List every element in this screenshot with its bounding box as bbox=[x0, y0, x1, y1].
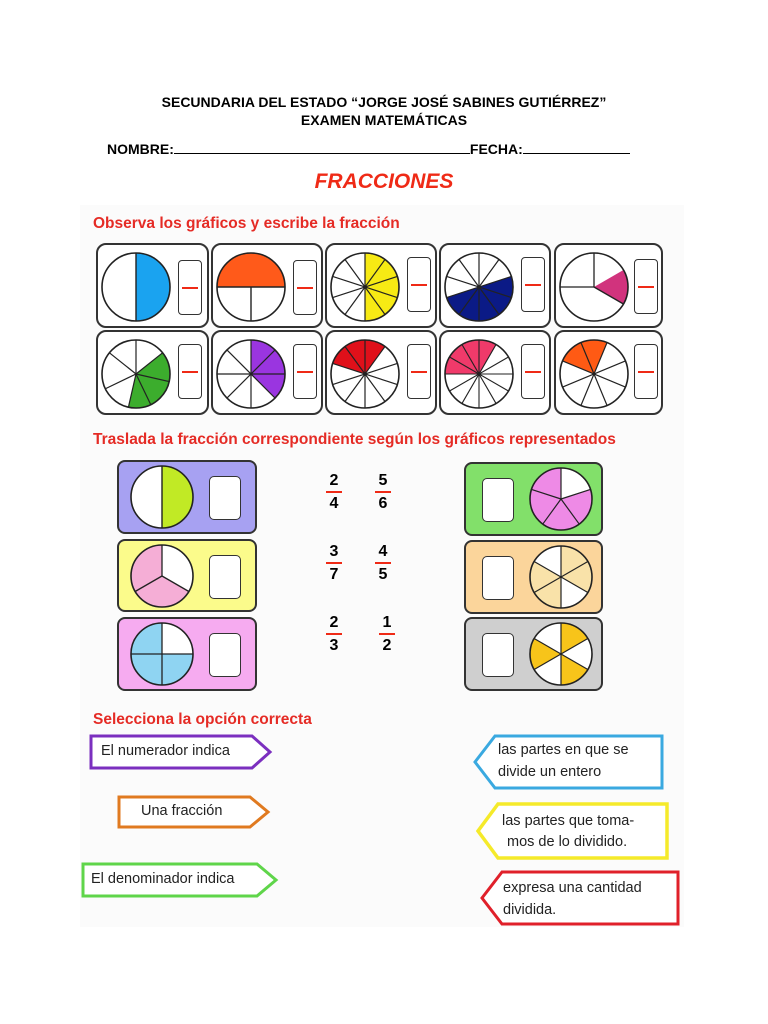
fraction-pie bbox=[443, 251, 515, 323]
exercise-cell bbox=[211, 330, 323, 415]
answer-slot[interactable] bbox=[209, 476, 241, 520]
date-field[interactable] bbox=[523, 141, 630, 154]
tag-partes-divide-line2: divide un entero bbox=[498, 764, 602, 780]
answer-slot[interactable] bbox=[482, 478, 514, 522]
answer-slot[interactable] bbox=[482, 633, 514, 677]
numerator: 1 bbox=[382, 614, 392, 631]
answer-box[interactable] bbox=[521, 344, 545, 399]
panel-purple bbox=[117, 460, 257, 534]
fraction-pie bbox=[129, 621, 195, 687]
denominator: 2 bbox=[382, 637, 392, 654]
numerator: 2 bbox=[329, 614, 339, 631]
exercise-cell bbox=[211, 243, 323, 328]
fraction-pie bbox=[443, 338, 515, 410]
denominator: 6 bbox=[378, 495, 388, 512]
panel-green bbox=[464, 462, 603, 536]
answer-box[interactable] bbox=[407, 344, 431, 399]
fraction-pie bbox=[329, 251, 401, 323]
tag-partes-divide-line1: las partes en que se bbox=[498, 742, 629, 758]
name-date-line bbox=[107, 141, 630, 157]
fraction-pie bbox=[528, 466, 594, 532]
section-translate-title: Traslada la fracción correspondiente según los gráficos representados bbox=[93, 431, 616, 448]
exercise-cell bbox=[439, 330, 551, 415]
fraction-card[interactable] bbox=[323, 472, 345, 512]
denominator: 4 bbox=[329, 495, 339, 512]
school-title: SECUNDARIA DEL ESTADO “JORGE JOSÉ SABINES GUTIÉRREZ” bbox=[161, 94, 607, 110]
tag-expresa-line2: dividida. bbox=[503, 902, 557, 918]
numerator: 2 bbox=[329, 472, 339, 489]
fraction-pie bbox=[329, 338, 401, 410]
name-label: NOMBRE: bbox=[107, 141, 174, 157]
tag-fraccion-label: Una fracción bbox=[141, 803, 223, 819]
fraction-pie bbox=[129, 543, 195, 609]
fraction-card[interactable] bbox=[376, 614, 398, 654]
exercise-cell bbox=[439, 243, 551, 328]
panel-pink bbox=[117, 617, 257, 691]
exercise-cell bbox=[96, 243, 209, 328]
denominator: 3 bbox=[329, 637, 339, 654]
fraction-pie bbox=[558, 338, 630, 410]
answer-box[interactable] bbox=[634, 259, 658, 314]
tag-partes-tomamos-line1: las partes que toma- bbox=[502, 813, 635, 829]
exercise-cell bbox=[96, 330, 209, 415]
tag-expresa-line1: expresa una cantidad bbox=[503, 880, 642, 896]
answer-box[interactable] bbox=[178, 260, 202, 315]
fraction-pie bbox=[215, 251, 287, 323]
answer-box[interactable] bbox=[407, 257, 431, 312]
fraction-card[interactable] bbox=[323, 614, 345, 654]
fraction-pie bbox=[100, 338, 172, 410]
exam-title: EXAMEN MATEMÁTICAS bbox=[300, 112, 468, 128]
fraction-pie bbox=[129, 464, 195, 530]
answer-slot[interactable] bbox=[209, 633, 241, 677]
page-title: FRACCIONES bbox=[314, 170, 454, 193]
panel-gray bbox=[464, 617, 603, 691]
numerator: 5 bbox=[378, 472, 388, 489]
answer-box[interactable] bbox=[521, 257, 545, 312]
denominator: 5 bbox=[378, 566, 388, 583]
tag-denominador-label: El denominador indica bbox=[91, 871, 235, 887]
fraction-pie bbox=[528, 544, 594, 610]
numerator: 3 bbox=[329, 543, 339, 560]
fraction-card[interactable] bbox=[372, 472, 394, 512]
exercise-cell bbox=[325, 330, 437, 415]
fraction-pie bbox=[100, 251, 172, 323]
exercise-cell bbox=[325, 243, 437, 328]
exercise-cell bbox=[554, 330, 663, 415]
answer-box[interactable] bbox=[293, 344, 317, 399]
fraction-pie bbox=[528, 621, 594, 687]
panel-yellow bbox=[117, 539, 257, 612]
date-label: FECHA: bbox=[469, 141, 523, 157]
section-select-title: Selecciona la opción correcta bbox=[93, 711, 312, 728]
section-observe-title: Observa los gráficos y escribe la fracción bbox=[93, 215, 400, 232]
tag-numerador-label: El numerador indica bbox=[101, 743, 230, 759]
answer-box[interactable] bbox=[178, 344, 202, 399]
tag-partes-tomamos[interactable] bbox=[476, 802, 670, 860]
numerator: 4 bbox=[378, 543, 388, 560]
answer-box[interactable] bbox=[293, 260, 317, 315]
fraction-pie bbox=[558, 251, 630, 323]
fraction-card[interactable] bbox=[323, 543, 345, 583]
fraction-pie bbox=[215, 338, 287, 410]
panel-peach bbox=[464, 540, 603, 614]
fraction-card[interactable] bbox=[372, 543, 394, 583]
answer-slot[interactable] bbox=[209, 555, 241, 599]
answer-slot[interactable] bbox=[482, 556, 514, 600]
name-field[interactable] bbox=[174, 141, 470, 154]
exercise-cell bbox=[554, 243, 663, 328]
answer-box[interactable] bbox=[634, 344, 658, 399]
tag-partes-tomamos-line2: mos de lo dividido. bbox=[507, 834, 628, 850]
denominator: 7 bbox=[329, 566, 339, 583]
